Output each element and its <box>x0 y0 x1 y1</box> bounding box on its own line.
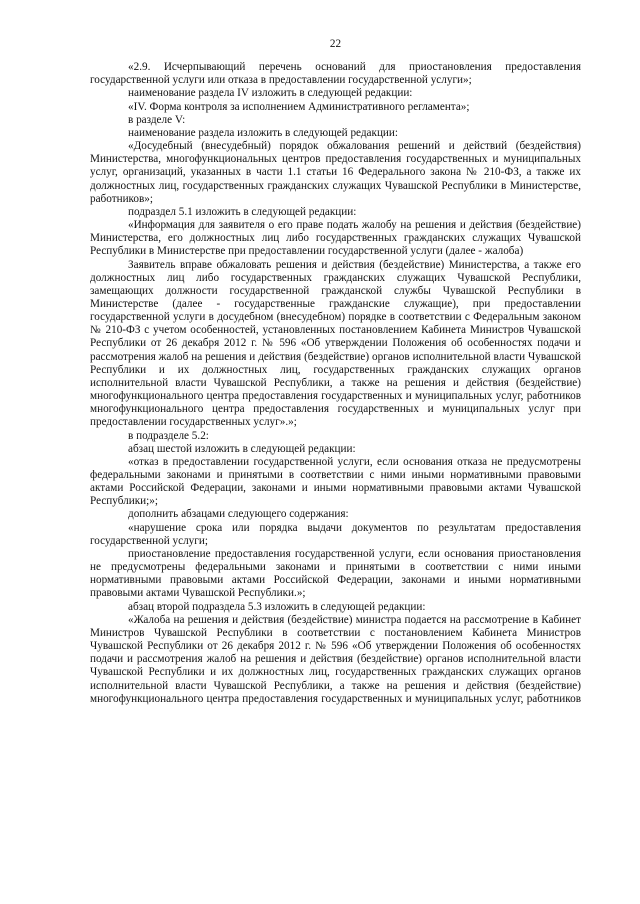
page-number: 22 <box>329 38 342 50</box>
paragraph: абзац шестой изложить в следующей редакции: <box>128 442 356 455</box>
paragraph: наименование раздела IV изложить в следующей редакции: <box>128 87 413 100</box>
paragraph: наименование раздела изложить в следующей редакции: <box>128 126 399 139</box>
paragraph: в разделе V: <box>128 113 186 126</box>
paragraph: «2.9. Исчерпывающий перечень оснований для приостановления предоставления государственной услуги или отказа в предоставлении государственной услуги»; <box>90 61 581 87</box>
paragraph: Заявитель вправе обжаловать решения и действия (бездействие) Министерства, а также его должностных лиц либо государственных гражданских служащих Чувашской Республики, замещающих должности государственной гражданской службы Чувашской Республики в Министерстве (далее - государственные гражданские служащие), при предоставлении государственной услуги в досудебном (внесудебном) порядке в соответствии с Федеральным законом № 210-ФЗ с учетом особенностей, установленных постановлением Кабинета Министров Чувашской Республики от 26 декабря 2012 г. № 596 «Об утверждении Положения об особенностях подачи и рассмотрения жалоб на решения и действия (бездействие) органов исполнительной власти Чувашской Республики и их должностных лиц, государственных гражданских служащих органов исполнительной власти Чувашской Республики, а также на решения и действия (бездействие) многофункционального центра предоставления государственных и муниципальных услуг, работников многофункционального центра предоставления государственных и муниципальных услуг при предоставлении государственных услуг».»; <box>90 258 581 429</box>
paragraph: «Информация для заявителя о его праве подать жалобу на решения и действия (бездействие) Министерства, его должностных лиц либо государственных гражданских служащих Чувашской Республики в Министерстве при предоставлении государственной услуги (далее - жалоба) <box>90 219 581 258</box>
paragraph: «нарушение срока или порядка выдачи документов по результатам предоставления государственной услуги; <box>90 521 581 547</box>
paragraph: приостановление предоставления государственной услуги, если основания приостановления не предусмотрены федеральными законами и принятыми в соответствии с ними иными нормативными правовыми актами Российской Федерации, законами и иными нормативными правовыми актами Чувашской Республики.»; <box>90 547 581 600</box>
paragraph: «IV. Форма контроля за исполнением Административного регламента»; <box>128 100 470 113</box>
paragraph: «отказ в предоставлении государственной услуги, если основания отказа не предусмотрены федеральными законами и принятыми в соответствии с ними иными нормативными правовыми актами Российской Федерации, законами и иными нормативными правовыми актами Чувашской Республики;»; <box>90 455 581 508</box>
paragraph: «Жалоба на решения и действия (бездействие) министра подается на рассмотрение в Кабинет Министров Чувашской Республики в соответствии с постановлением Кабинета Министров Чувашской Республики от 26 декабря 2012 г. № 596 «Об утверждении Положения об особенностях подачи и рассмотрения жалоб на решения и действия (бездействие) органов исполнительной власти Чувашской Республики и их должностных лиц, государственных гражданских служащих органов исполнительной власти Чувашской Республики, а также на решения и действия (бездействие) многофункционального центра предоставления государственных и муниципальных услуг, работников <box>90 613 581 705</box>
paragraph: подраздел 5.1 изложить в следующей редакции: <box>128 205 357 218</box>
paragraph: абзац второй подраздела 5.3 изложить в следующей редакции: <box>128 600 426 613</box>
paragraph: в подразделе 5.2: <box>128 429 209 442</box>
paragraph: «Досудебный (внесудебный) порядок обжалования решений и действий (бездействия) Министерства, многофункциональных центров предоставления государственных и муниципальных услуг, организаций, указанных в части 1.1 статьи 16 Федерального закона № 210-ФЗ, а также их должностных лиц, государственных гражданских служащих Чувашской Республики в Министерстве, работников»; <box>90 140 581 205</box>
paragraph: дополнить абзацами следующего содержания: <box>128 508 349 521</box>
